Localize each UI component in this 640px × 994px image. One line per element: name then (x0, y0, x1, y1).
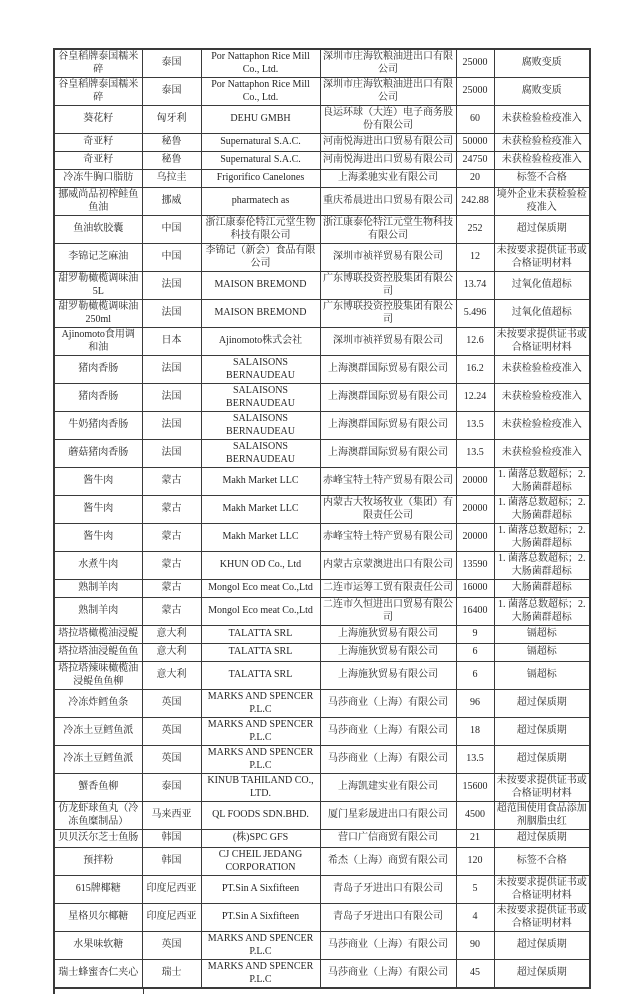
table-row (54, 188, 590, 216)
cell-manufacturer: (株)SPC GFS (201, 830, 320, 848)
cell-importer: 青岛子牙进出口有限公司 (320, 904, 456, 932)
cell-quantity: 25000 (456, 78, 494, 106)
cell-product: 冷冻炸鳕鱼条 (54, 690, 142, 718)
cell-country: 日本 (142, 328, 201, 356)
table-row (54, 580, 590, 598)
cell-reason: 未按要求提供证书或合格证明材料 (494, 876, 590, 904)
cell-importer: 马莎商业（上海）有限公司 (320, 960, 456, 989)
cell-quantity: 45 (456, 960, 494, 989)
cell-reason: 未按要求提供证书或合格证明材料 (494, 244, 590, 272)
cell-reason: 1. 菌落总数超标；2. 大肠菌群超标 (494, 598, 590, 626)
cell-product: 预拌粉 (54, 848, 142, 876)
cell-importer: 良运环球（大连）电子商务股份有限公司 (320, 106, 456, 134)
table-row (54, 802, 590, 830)
cell-quantity: 4 (456, 904, 494, 932)
cell-manufacturer: Frigorifico Canelones (201, 170, 320, 188)
cell-importer: 上海施狄贸易有限公司 (320, 662, 456, 690)
cell-reason: 超过保质期 (494, 960, 590, 989)
cell-reason: 超过保质期 (494, 718, 590, 746)
table-row (54, 384, 590, 412)
cell-product: Ajinomoto食用调和油 (54, 328, 142, 356)
cell-country: 蒙古 (142, 552, 201, 580)
cell-product: 615牌椰糖 (54, 876, 142, 904)
cell-product: 酱牛肉 (54, 524, 142, 552)
cell-country: 中国 (142, 216, 201, 244)
cell-quantity: 12 (456, 244, 494, 272)
cell-country: 英国 (142, 932, 201, 960)
table-row (54, 932, 590, 960)
table-row (54, 49, 590, 78)
cell-country: 秘鲁 (142, 152, 201, 170)
cell-country: 意大利 (142, 662, 201, 690)
table-row (54, 356, 590, 384)
inspection-table-body (54, 49, 590, 988)
cell-quantity: 9 (456, 626, 494, 644)
cell-product: 酱牛肉 (54, 468, 142, 496)
cell-quantity: 16400 (456, 598, 494, 626)
cell-product: 塔拉塔油浸鳀鱼鱼 (54, 644, 142, 662)
cell-country: 法国 (142, 412, 201, 440)
cell-manufacturer: Mongol Eco meat Co.,Ltd (201, 580, 320, 598)
cell-quantity: 6 (456, 644, 494, 662)
cell-quantity: 120 (456, 848, 494, 876)
cell-country: 蒙古 (142, 524, 201, 552)
cell-country: 印度尼西亚 (142, 876, 201, 904)
cell-country: 韩国 (142, 830, 201, 848)
table-row (54, 328, 590, 356)
cell-quantity: 20 (456, 170, 494, 188)
table-row (54, 876, 590, 904)
cell-country: 泰国 (142, 78, 201, 106)
cell-importer: 上海澳群国际贸易有限公司 (320, 440, 456, 468)
cell-country: 英国 (142, 690, 201, 718)
table-row (54, 746, 590, 774)
cell-product: 鱼油软胶囊 (54, 216, 142, 244)
cell-product: 冷冻土豆鳕鱼派 (54, 746, 142, 774)
cell-quantity: 20000 (456, 468, 494, 496)
cell-importer: 重庆希晨进出口贸易有限公司 (320, 188, 456, 216)
table-row (54, 690, 590, 718)
table-row (54, 644, 590, 662)
cell-product: 塔拉塔橄榄油浸鳀 (54, 626, 142, 644)
cell-product: 葵花籽 (54, 106, 142, 134)
cell-product: 水果味软糖 (54, 932, 142, 960)
table-row (54, 552, 590, 580)
cell-importer: 河南悦海进出口贸易有限公司 (320, 134, 456, 152)
cell-importer: 上海施狄贸易有限公司 (320, 626, 456, 644)
cell-importer: 广东博联投资控股集团有限公司 (320, 272, 456, 300)
cell-quantity: 13.5 (456, 440, 494, 468)
cell-importer: 上海澳群国际贸易有限公司 (320, 412, 456, 440)
cell-manufacturer: Supernatural S.A.C. (201, 134, 320, 152)
cell-reason: 未获检验检疫准入 (494, 356, 590, 384)
cell-reason: 1. 菌落总数超标；2. 大肠菌群超标 (494, 552, 590, 580)
table-row (54, 524, 590, 552)
cell-reason: 未按要求提供证书或合格证明材料 (494, 904, 590, 932)
cell-reason: 腐败变质 (494, 49, 590, 78)
cell-quantity: 20000 (456, 496, 494, 524)
cell-reason: 镉超标 (494, 662, 590, 690)
cell-reason: 超过保质期 (494, 830, 590, 848)
table-row (54, 960, 590, 989)
cell-country: 蒙古 (142, 580, 201, 598)
cell-product: 奇亚籽 (54, 134, 142, 152)
cell-importer: 希杰（上海）商贸有限公司 (320, 848, 456, 876)
cell-importer: 赤峰宝特土特产贸易有限公司 (320, 468, 456, 496)
cell-quantity: 60 (456, 106, 494, 134)
cell-manufacturer: SALAISONS BERNAUDEAU (201, 440, 320, 468)
cell-product: 贝贝沃尔芝士鱼肠 (54, 830, 142, 848)
table-row (54, 216, 590, 244)
cell-manufacturer: Supernatural S.A.C. (201, 152, 320, 170)
cell-country: 乌拉圭 (142, 170, 201, 188)
cell-importer: 深圳市祯祥贸易有限公司 (320, 328, 456, 356)
cell-quantity: 18 (456, 718, 494, 746)
cell-country: 法国 (142, 272, 201, 300)
table-row (54, 904, 590, 932)
cell-product: 李锦记芝麻油 (54, 244, 142, 272)
cell-importer: 马莎商业（上海）有限公司 (320, 932, 456, 960)
cell-reason: 未获检验检疫准入 (494, 152, 590, 170)
cell-product: 星格贝尔椰糖 (54, 904, 142, 932)
cell-manufacturer: KHUN OD Co., Ltd (201, 552, 320, 580)
cell-country: 秘鲁 (142, 134, 201, 152)
cell-importer: 青岛子牙进出口有限公司 (320, 876, 456, 904)
cell-quantity: 15600 (456, 774, 494, 802)
cell-country: 意大利 (142, 626, 201, 644)
cell-reason: 未获检验检疫准入 (494, 134, 590, 152)
cell-reason: 未获检验检疫准入 (494, 106, 590, 134)
table-row (54, 718, 590, 746)
cell-country: 蒙古 (142, 598, 201, 626)
cell-product: 甜罗勒橄榄调味油250ml (54, 300, 142, 328)
cell-quantity: 25000 (456, 49, 494, 78)
cell-country: 蒙古 (142, 496, 201, 524)
cell-country: 匈牙利 (142, 106, 201, 134)
cell-manufacturer: Makh Market LLC (201, 468, 320, 496)
cell-reason: 境外企业未获检验检疫准入 (494, 188, 590, 216)
cell-manufacturer: Por Nattaphon Rice Mill Co., Ltd. (201, 49, 320, 78)
cell-quantity: 16.2 (456, 356, 494, 384)
cell-product: 谷皇稻牌泰国糯米碎 (54, 78, 142, 106)
clipped-next-row (53, 989, 144, 994)
cell-product: 冷冻牛胸口脂肪 (54, 170, 142, 188)
cell-reason: 未获检验检疫准入 (494, 440, 590, 468)
table-row (54, 598, 590, 626)
cell-importer: 内蒙古京蒙澳进出口有限公司 (320, 552, 456, 580)
cell-quantity: 13.5 (456, 412, 494, 440)
table-row (54, 774, 590, 802)
cell-reason: 1. 菌落总数超标；2. 大肠菌群超标 (494, 468, 590, 496)
cell-quantity: 252 (456, 216, 494, 244)
cell-manufacturer: SALAISONS BERNAUDEAU (201, 412, 320, 440)
cell-country: 英国 (142, 746, 201, 774)
cell-manufacturer: Makh Market LLC (201, 496, 320, 524)
cell-country: 泰国 (142, 774, 201, 802)
cell-country: 法国 (142, 384, 201, 412)
cell-manufacturer: SALAISONS BERNAUDEAU (201, 384, 320, 412)
cell-quantity: 5 (456, 876, 494, 904)
cell-country: 蒙古 (142, 468, 201, 496)
cell-quantity: 90 (456, 932, 494, 960)
cell-manufacturer: 浙江康泰伦特江元堂生物科技有限公司 (201, 216, 320, 244)
table-row (54, 106, 590, 134)
cell-quantity: 13.74 (456, 272, 494, 300)
cell-quantity: 4500 (456, 802, 494, 830)
cell-manufacturer: Ajinomoto株式会社 (201, 328, 320, 356)
cell-country: 英国 (142, 718, 201, 746)
table-row (54, 496, 590, 524)
cell-reason: 超过保质期 (494, 690, 590, 718)
table-row (54, 170, 590, 188)
cell-quantity: 12.6 (456, 328, 494, 356)
cell-importer: 厦门星彩晟进出口有限公司 (320, 802, 456, 830)
cell-reason: 超范围使用食品添加剂胭脂虫红 (494, 802, 590, 830)
cell-importer: 深圳市庄海钦粮油进出口有限公司 (320, 78, 456, 106)
cell-quantity: 16000 (456, 580, 494, 598)
cell-manufacturer: QL FOODS SDN.BHD. (201, 802, 320, 830)
cell-manufacturer: TALATTA SRL (201, 662, 320, 690)
cell-country: 瑞士 (142, 960, 201, 989)
table-row (54, 626, 590, 644)
cell-importer: 深圳市庄海钦粮油进出口有限公司 (320, 49, 456, 78)
cell-manufacturer: MARKS AND SPENCER P.L.C (201, 690, 320, 718)
cell-reason: 1. 菌落总数超标；2. 大肠菌群超标 (494, 524, 590, 552)
cell-reason: 未按要求提供证书或合格证明材料 (494, 328, 590, 356)
cell-product: 酱牛肉 (54, 496, 142, 524)
cell-manufacturer: MARKS AND SPENCER P.L.C (201, 718, 320, 746)
cell-reason: 大肠菌群超标 (494, 580, 590, 598)
cell-quantity: 13.5 (456, 746, 494, 774)
cell-quantity: 50000 (456, 134, 494, 152)
cell-quantity: 12.24 (456, 384, 494, 412)
cell-manufacturer: TALATTA SRL (201, 644, 320, 662)
cell-product: 熟制羊肉 (54, 598, 142, 626)
cell-country: 意大利 (142, 644, 201, 662)
cell-quantity: 5.496 (456, 300, 494, 328)
cell-country: 韩国 (142, 848, 201, 876)
cell-importer: 上海澳群国际贸易有限公司 (320, 356, 456, 384)
cell-manufacturer: MARKS AND SPENCER P.L.C (201, 932, 320, 960)
cell-country: 中国 (142, 244, 201, 272)
cell-importer: 马莎商业（上海）有限公司 (320, 690, 456, 718)
cell-quantity: 6 (456, 662, 494, 690)
cell-reason: 过氧化值超标 (494, 272, 590, 300)
table-row (54, 830, 590, 848)
cell-manufacturer: PT.Sin A Sixfifteen (201, 904, 320, 932)
cell-importer: 赤峰宝特土特产贸易有限公司 (320, 524, 456, 552)
cell-quantity: 24750 (456, 152, 494, 170)
cell-product: 瑞士蜂蜜杏仁夹心 (54, 960, 142, 989)
cell-country: 法国 (142, 356, 201, 384)
cell-importer: 上海施狄贸易有限公司 (320, 644, 456, 662)
cell-product: 蘑菇猪肉香肠 (54, 440, 142, 468)
cell-importer: 马莎商业（上海）有限公司 (320, 746, 456, 774)
cell-manufacturer: MAISON BREMOND (201, 272, 320, 300)
cell-reason: 镉超标 (494, 644, 590, 662)
cell-manufacturer: CJ CHEIL JEDANG CORPORATION (201, 848, 320, 876)
cell-product: 塔拉塔辣味橄榄油浸鳀鱼鱼柳 (54, 662, 142, 690)
cell-product: 甜罗勒橄榄调味油5L (54, 272, 142, 300)
cell-manufacturer: TALATTA SRL (201, 626, 320, 644)
cell-product: 蟹香鱼柳 (54, 774, 142, 802)
cell-manufacturer: MARKS AND SPENCER P.L.C (201, 960, 320, 989)
cell-product: 猪肉香肠 (54, 384, 142, 412)
cell-manufacturer: pharmatech as (201, 188, 320, 216)
cell-importer: 营口广信商贸有限公司 (320, 830, 456, 848)
cell-importer: 深圳市祯祥贸易有限公司 (320, 244, 456, 272)
cell-product: 冷冻土豆鳕鱼派 (54, 718, 142, 746)
table-row (54, 662, 590, 690)
cell-quantity: 96 (456, 690, 494, 718)
cell-product: 仿龙虾球鱼丸（冷冻鱼糜制品） (54, 802, 142, 830)
cell-reason: 1. 菌落总数超标；2. 大肠菌群超标 (494, 496, 590, 524)
cell-manufacturer: SALAISONS BERNAUDEAU (201, 356, 320, 384)
cell-country: 挪威 (142, 188, 201, 216)
cell-quantity: 21 (456, 830, 494, 848)
cell-product: 挪威尚品初榨鲑鱼鱼油 (54, 188, 142, 216)
cell-manufacturer: 李锦记（新会）食品有限公司 (201, 244, 320, 272)
cell-product: 猪肉香肠 (54, 356, 142, 384)
cell-quantity: 242.88 (456, 188, 494, 216)
cell-country: 马来西亚 (142, 802, 201, 830)
cell-country: 泰国 (142, 49, 201, 78)
cell-manufacturer: Makh Market LLC (201, 524, 320, 552)
cell-reason: 超过保质期 (494, 746, 590, 774)
cell-country: 法国 (142, 300, 201, 328)
table-row (54, 412, 590, 440)
table-row (54, 134, 590, 152)
cell-importer: 广东博联投资控股集团有限公司 (320, 300, 456, 328)
cell-importer: 上海凯建实业有限公司 (320, 774, 456, 802)
cell-manufacturer: DEHU GMBH (201, 106, 320, 134)
cell-reason: 超过保质期 (494, 216, 590, 244)
table-row (54, 272, 590, 300)
cell-product: 牛奶猪肉香肠 (54, 412, 142, 440)
cell-importer: 上海柔驰实业有限公司 (320, 170, 456, 188)
cell-reason: 超过保质期 (494, 932, 590, 960)
table-row (54, 468, 590, 496)
cell-manufacturer: MARKS AND SPENCER P.L.C (201, 746, 320, 774)
cell-quantity: 13590 (456, 552, 494, 580)
cell-country: 法国 (142, 440, 201, 468)
table-row (54, 244, 590, 272)
cell-manufacturer: Por Nattaphon Rice Mill Co., Ltd. (201, 78, 320, 106)
cell-reason: 标签不合格 (494, 848, 590, 876)
cell-manufacturer: KINUB TAHILAND CO., LTD. (201, 774, 320, 802)
cell-importer: 上海澳群国际贸易有限公司 (320, 384, 456, 412)
cell-country: 印度尼西亚 (142, 904, 201, 932)
cell-product: 奇亚籽 (54, 152, 142, 170)
table-row (54, 848, 590, 876)
cell-reason: 标签不合格 (494, 170, 590, 188)
table-row (54, 440, 590, 468)
table-row (54, 78, 590, 106)
cell-manufacturer: MAISON BREMOND (201, 300, 320, 328)
table-row (54, 300, 590, 328)
cell-importer: 内蒙古大牧场牧业（集团）有限责任公司 (320, 496, 456, 524)
cell-reason: 过氧化值超标 (494, 300, 590, 328)
cell-reason: 腐败变质 (494, 78, 590, 106)
cell-product: 熟制羊肉 (54, 580, 142, 598)
cell-reason: 未获检验检疫准入 (494, 384, 590, 412)
inspection-table (53, 48, 591, 989)
cell-manufacturer: PT.Sin A Sixfifteen (201, 876, 320, 904)
cell-importer: 二连市运筹工贸有限责任公司 (320, 580, 456, 598)
cell-importer: 浙江康泰伦特江元堂生物科技有限公司 (320, 216, 456, 244)
cell-product: 水煮牛肉 (54, 552, 142, 580)
cell-manufacturer: Mongol Eco meat Co.,Ltd (201, 598, 320, 626)
cell-importer: 二连市久恒进出口贸易有限公司 (320, 598, 456, 626)
cell-reason: 镉超标 (494, 626, 590, 644)
cell-importer: 河南悦海进出口贸易有限公司 (320, 152, 456, 170)
cell-importer: 马莎商业（上海）有限公司 (320, 718, 456, 746)
cell-product: 谷皇稻牌泰国糯米碎 (54, 49, 142, 78)
cell-reason: 未获检验检疫准入 (494, 412, 590, 440)
table-row (54, 152, 590, 170)
cell-quantity: 20000 (456, 524, 494, 552)
cell-reason: 未按要求提供证书或合格证明材料 (494, 774, 590, 802)
